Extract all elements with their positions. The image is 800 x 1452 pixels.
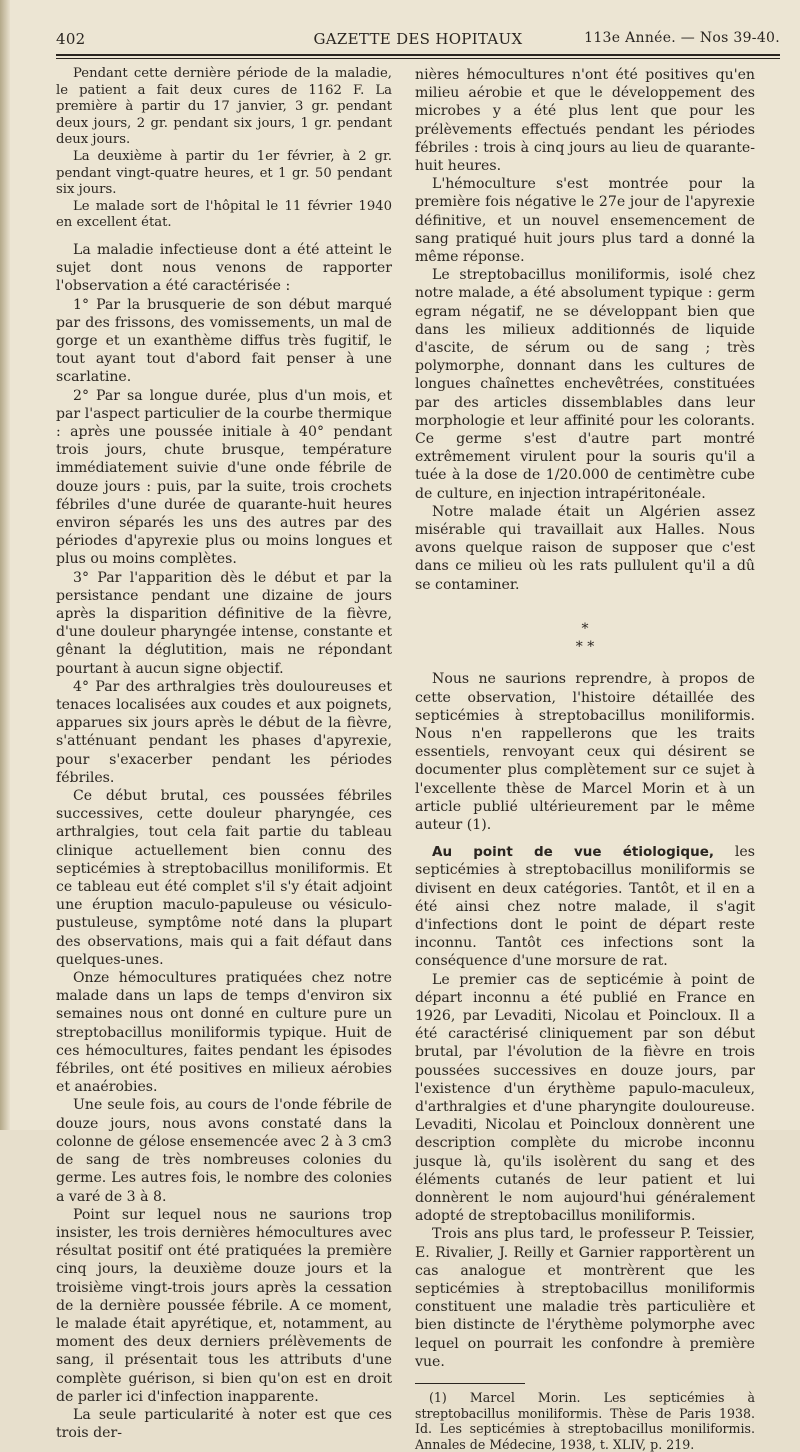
paragraph: Onze hémocultures pratiquées chez notre malade dans un laps de temps d'environ six semaines nous ont donné en culture pure un streptobacillus moniliformis typique. Huit de ces hémocultures, faites pendant les épisodes fébriles, ont été positives en milieux aérobies et anaérobies. bbox=[56, 970, 392, 1096]
paragraph: L'hémoculture s'est montrée pour la première fois négative le 27e jour de l'apyrexie définitive, et un nouvel ensemencement de sang pratiqué huit jours plus tard a donné la même réponse. bbox=[415, 176, 755, 266]
paragraph: 1° Par la brusquerie de son début marqué par des frissons, des vomissements, un mal de gorge et un exanthème diffus très fugitif, le tout ayant tout d'abord fait penser à une scarlatine. bbox=[56, 296, 392, 386]
paragraph: 3° Par l'apparition dès le début et par la persistance pendant une dizaine de jours après la disparition définitive de la fièvre, d'une douleur pharyngée intense, constante et gênant la déglutition, mais ne répondant pourtant à aucun signe objectif. bbox=[56, 569, 392, 677]
paragraph: La deuxième à partir du 1er février, à 2 gr. pendant vingt-quatre heures, et 1 gr. 50 pendant six jours. bbox=[56, 148, 392, 198]
section-separator bbox=[415, 620, 755, 656]
separator-star-bottom: * * bbox=[575, 639, 595, 656]
header-rule-thin bbox=[56, 58, 780, 59]
paragraph-text: les septicémies à streptobacillus moniliformis se divisent en deux catégories. Tantôt, et il en a été ainsi chez notre malade, il s'agit d'infections dont le point de départ reste inconnu. Tantôt ces infections sont la conséquence d'une morsure de rat. bbox=[415, 844, 756, 970]
paragraph: Trois ans plus tard, le professeur P. Teissier, E. Rivalier, J. Reilly et Garnier rapportèrent un cas analogue et montrèrent que les septicémies à streptobacillus moniliformis constituent une maladie très particulière et bien distincte de l'érythème polymorphe avec lequel on pourrait les confondre à première vue. bbox=[415, 1226, 755, 1370]
paragraph: 4° Par des arthralgies très douloureuses et tenaces localisées aux coudes et aux poignets, apparues six jours après le début de la fièvre, s'atténuant pendant les phases d'apyrexie, pour s'exacerber pendant les périodes fébriles. bbox=[56, 678, 392, 786]
right-column-bottom bbox=[415, 670, 755, 1371]
paragraph: La seule particularité à noter est que ces trois der- bbox=[56, 1406, 392, 1442]
paragraph-lead: Au point de vue étiologique, bbox=[432, 844, 714, 861]
paragraph bbox=[415, 843, 755, 970]
paragraph: Une seule fois, au cours de l'onde fébrile de douze jours, nous avons constaté dans la colonne de gélose ensemencée avec 2 à 3 cm3 de sang de très nombreuses colonies du germe. Les autres fois, le nombre des colonies a varé de 3 à 8. bbox=[56, 1097, 392, 1205]
paragraph: nières hémocultures n'ont été positives qu'en milieu aérobie et que le développement des microbes y a été plus lent que pour les prélèvements effectués pendant les périodes fébriles : trois à cinq jours au lieu de quarante-huit heures. bbox=[415, 67, 755, 175]
footnote: (1) Marcel Morin. Les septicémies à streptobacillus moniliformis. Thèse de Paris 1938. Id. Les septicémies à streptobacillus moniliformis. Annales de Médecine, 1938, t. XLIV, p. 219. bbox=[415, 1390, 755, 1452]
page-number: 402 bbox=[56, 30, 86, 48]
right-column-top bbox=[415, 66, 755, 594]
paragraph: Pendant cette dernière période de la maladie, le patient a fait deux cures de 1162 F. La première à partir du 17 janvier, 3 gr. pendant deux jours, 2 gr. pendant six jours, 1 gr. pendant deux jours. bbox=[56, 66, 392, 148]
paragraph: Nous ne saurions reprendre, à propos de cette observation, l'histoire détaillée des septicémies à streptobacillus moniliformis. Nous n'en rappellerons que les traits essentiels, renvoyant ceux qui désirent se documenter plus complètement sur ce sujet à l'excellente thèse de Marcel Morin et à un article publié ultérieurement par le même auteur (1). bbox=[415, 671, 755, 833]
paragraph: Le premier cas de septicémie à point de départ inconnu a été publié en France en 1926, par Levaditi, Nicolau et Poincloux. Il a été caractérisé cliniquement par son début brutal, par l'évolution de la fièvre en trois poussées successives en douze jours, par l'existence d'un érythème papulo-maculeux, d'arthralgies et d'une pharyngite douloureuse. Levaditi, Nicolau et Poincloux donnèrent une description complète du microbe inconnu jusque là, qu'ils isolèrent du sang et des éléments cutanés de leur patient et lui donnèrent le nom aujourd'hui généralement adopté de streptobacillus moniliformis. bbox=[415, 971, 755, 1225]
paragraph: Notre malade était un Algérien assez misérable qui travaillait aux Halles. Nous avons quelque raison de supposer que c'est dans ce milieu où les rats pullulent qu'il a dû se contaminer. bbox=[415, 503, 755, 593]
separator-star-top: * bbox=[581, 620, 589, 637]
paragraph: Point sur lequel nous ne saurions trop insister, les trois dernières hémocultures avec résultat positif ont été pratiquées la première cinq jours, la deuxième douze jours et la troisième vingt-trois jours après la cessation de la dernière poussée fébrile. A ce moment, le malade était apyrétique, et, notamment, au moment des deux derniers prélèvements de sang, il présentait tous les attributs d'une complète guérison, si bien qu'on est en droit de parler ici d'infection inapparente. bbox=[56, 1206, 392, 1405]
paragraph: La maladie infectieuse dont a été atteint le sujet dont nous venons de rapporter l'observation a été caractérisée : bbox=[56, 241, 392, 295]
paragraph: 2° Par sa longue durée, plus d'un mois, et par l'aspect particulier de la courbe thermique : après une poussée initiale à 40° pendant trois jours, chute brusque, température immédiatement suivie d'une onde fébrile de douze jours : puis, par la suite, trois crochets fébriles d'une durée de quarante-huit heures environ séparés les uns des autres par des périodes d'apyrexie plus ou moins longues et plus ou moins complètes. bbox=[56, 387, 392, 568]
left-column bbox=[56, 66, 392, 1442]
paragraph: Ce début brutal, ces poussées fébriles successives, cette douleur pharyngée, ces arthralgies, tout cela fait partie du tableau clinique actuellement bien connu des septicémies à streptobacillus moniliformis. Et ce tableau eut été complet s'il s'y était adjoint une éruption maculo-papuleuse ou vésiculo-pustuleuse, symptôme noté dans la plupart des observations, mais qui a fait défaut dans quelques-unes. bbox=[56, 788, 392, 968]
paragraph: Le streptobacillus moniliformis, isolé chez notre malade, a été absolument typique : germ egram négatif, ne se développant bien que dans les milieux additionnés de liquide d'ascite, de sérum ou de sang ; très polymorphe, donnant dans les cultures de longues chaînettes enchevêtrées, constituées par des articles dissemblables dans leur morphologie et leur affinité pour les colorants. Ce germe s'est d'autre part montré extrêmement virulent pour la souris qu'il a tuée à la dose de 1/20.000 de centimètre cube de culture, en injection intrapéritonéale. bbox=[415, 267, 755, 502]
issue-info: 113e Année. — Nos 39-40. bbox=[584, 30, 780, 46]
right-column bbox=[415, 66, 755, 1452]
journal-title: GAZETTE DES HOPITAUX bbox=[313, 30, 523, 48]
footnote-rule bbox=[415, 1383, 525, 1384]
page-edge-shadow bbox=[0, 0, 10, 1130]
header-rule-thick bbox=[56, 54, 780, 56]
page-header bbox=[56, 30, 780, 52]
paragraph: Le malade sort de l'hôpital le 11 février 1940 en excellent état. bbox=[56, 198, 392, 231]
